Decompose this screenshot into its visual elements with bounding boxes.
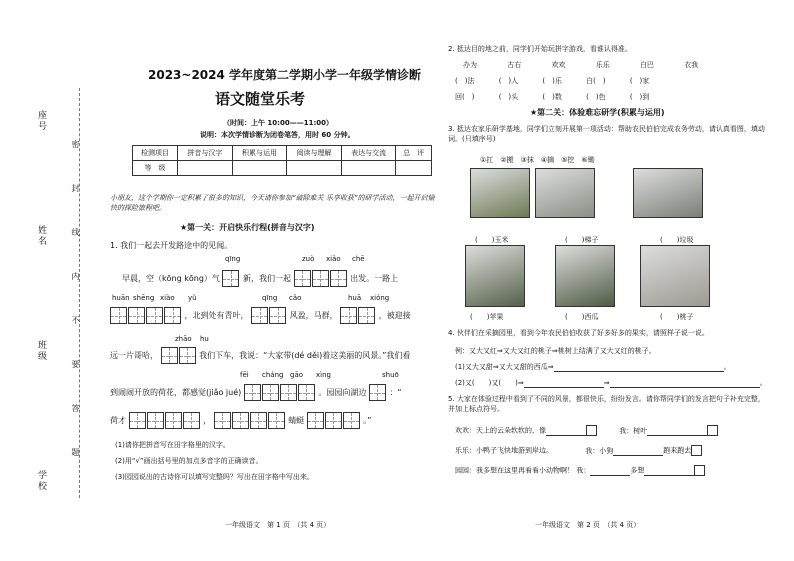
photo-label: ( )桃子 — [660, 313, 694, 321]
section-1-heading: ★第一关：开启快乐行程(拼音与汉字) — [180, 223, 315, 232]
pinyin-label: xióng — [370, 294, 390, 302]
photo-apple — [465, 245, 525, 307]
answer-box[interactable] — [369, 384, 386, 401]
answer-line[interactable] — [590, 467, 630, 476]
passage-line-3: 远一片哥哈， 我们下车，我说：“大家带(dé děi)着这美丽的风景。”我们看 — [110, 347, 410, 364]
pinyin-label: shuō — [382, 371, 399, 379]
answer-box[interactable] — [340, 307, 357, 324]
pinyin-label: qīng — [262, 294, 278, 302]
exam-title: 2023~2024 学年度第二学期小学一年级学情诊断 — [148, 68, 422, 82]
punctuation-box[interactable] — [694, 465, 705, 476]
subquestion-2: (2)用“√”画出括号里的加点多音字的正确读音。 — [115, 457, 263, 465]
answer-box[interactable] — [294, 270, 311, 287]
passage-line-4: 到闹闹开放的荷花，都感觉(jiǎo jué) 。园园向湖边 ：“ — [110, 384, 402, 401]
passage-line-2: ，北到处有青叶， 风盈，马群， ，被迎接 — [110, 307, 411, 324]
pinyin-label: hu — [200, 335, 209, 343]
score-header: 检测项目 — [133, 146, 178, 161]
punctuation-box[interactable] — [691, 445, 702, 456]
answer-box[interactable] — [232, 412, 249, 429]
answer-box[interactable] — [214, 412, 231, 429]
subquestion-1: (1)请你把拼音写在田字格里的汉字。 — [115, 441, 230, 449]
question-5: 5. 大家在体验过程中看到了不同的风景，都很快乐，纷纷发言。请你帮同学们的发言把句子补充完整，并加上标点符号。 — [448, 395, 765, 413]
pinyin-label: chē — [352, 255, 365, 263]
punctuation-box[interactable] — [707, 425, 718, 436]
pinyin-label: zuò — [302, 255, 315, 263]
answer-box[interactable] — [128, 307, 145, 324]
answer-line[interactable] — [524, 379, 604, 388]
pinyin-label: huā — [348, 294, 362, 302]
class-label: 班级 — [36, 340, 46, 362]
answer-box[interactable] — [244, 384, 261, 401]
answer-box[interactable] — [179, 347, 196, 364]
answer-line[interactable] — [644, 467, 694, 476]
score-row-label: 等 级 — [133, 161, 178, 176]
answer-box[interactable] — [161, 347, 178, 364]
answer-box[interactable] — [280, 384, 297, 401]
photo-peach — [640, 245, 710, 307]
answer-box[interactable] — [268, 412, 285, 429]
photo-label: ( )玉米 — [475, 236, 509, 244]
score-cell[interactable] — [287, 161, 342, 176]
answer-box[interactable] — [165, 412, 182, 429]
answer-box[interactable] — [343, 412, 360, 429]
pinyin-label: xìng — [316, 371, 331, 379]
score-header: 表达与交流 — [341, 146, 396, 161]
answer-box[interactable] — [129, 412, 146, 429]
exam-time: （时间：上午 10:00——11:00） — [223, 119, 334, 127]
exam-subtitle: 语文随堂乐考 — [215, 90, 306, 108]
answer-box[interactable] — [146, 307, 163, 324]
exercise-5-1: 欢欢：天上的云朵软软的，像 我：树叶 — [455, 425, 718, 436]
section-2-heading: ★第二关：体验难忘研学(积累与运用) — [530, 108, 665, 117]
answer-box[interactable] — [222, 270, 239, 287]
answer-box[interactable] — [110, 307, 127, 324]
verb-options: ①扛 ②搬 ③抹 ④摘 ⑤挖 ⑥锄 — [480, 156, 595, 164]
answer-box[interactable] — [164, 307, 181, 324]
answer-box[interactable] — [250, 412, 267, 429]
pinyin-label: cháng — [262, 371, 284, 379]
pinyin-label: xiào — [160, 294, 175, 302]
seat-label: 座号 — [36, 110, 46, 132]
answer-box[interactable] — [312, 270, 329, 287]
answer-box[interactable] — [262, 384, 279, 401]
fill-row-2: 回( ) ( )头 ( )数 ( )色 ( )到 — [455, 93, 650, 101]
photo-trash — [633, 168, 703, 218]
answer-box[interactable] — [330, 270, 347, 287]
answer-box[interactable] — [325, 412, 342, 429]
pinyin-label: fēi — [240, 371, 249, 379]
score-header: 总 评 — [396, 146, 432, 161]
question-3: 3. 抵达农家乐研学基地，同学们立刻开展第一项活动：帮助农民伯伯完成农务劳动，请认真看图，填动词。(只填序号) — [448, 125, 765, 143]
page-footer-1: 一年级语文 第 1 页 （共 4 页） — [225, 521, 331, 529]
subquestion-3: (3)园园说出的古诗你可以填写完整吗？写出在田字格中写出来。 — [115, 473, 314, 481]
photo-ladder — [535, 168, 595, 218]
pinyin-label: zhāo — [175, 335, 192, 343]
question-2: 2. 抵达目的地之前，同学们开始玩拼字游戏，看谁认得准。 — [448, 45, 632, 53]
answer-box[interactable] — [307, 412, 324, 429]
exam-description: 说明：本次学情诊断为闭卷笔答，用时 60 分钟。 — [200, 131, 355, 139]
pinyin-label: cǎo — [289, 294, 302, 302]
score-cell[interactable] — [232, 161, 287, 176]
sentence-4-1: (1)又大又甜⇒又大又甜的西瓜⇒ 。 — [455, 363, 731, 371]
answer-line[interactable] — [610, 379, 760, 388]
answer-box[interactable] — [183, 412, 200, 429]
answer-box[interactable] — [147, 412, 164, 429]
passage-line-1: 早晨，空（kōng kōng）气 新，我们一起 出发。一路上 — [122, 270, 398, 287]
score-cell[interactable] — [178, 161, 233, 176]
photo-label: ( )西瓜 — [565, 313, 599, 321]
pinyin-label: gāo — [290, 371, 304, 379]
score-table — [132, 145, 432, 176]
pinyin-label: yǔ — [188, 294, 197, 302]
answer-box[interactable] — [358, 307, 375, 324]
school-label: 学校 — [36, 470, 46, 492]
punctuation-box[interactable] — [586, 425, 597, 436]
question-4: 4. 伙伴们在采摘园里，看到今年农民伯伯收获了好多好多的果实，请照样子说一说。 — [448, 329, 709, 337]
pinyin-label: xiǎo — [326, 255, 341, 263]
answer-line[interactable] — [613, 447, 663, 456]
answer-box[interactable] — [251, 307, 268, 324]
answer-box[interactable] — [298, 384, 315, 401]
word-bank: 办为 古右 欢欢 乐乐 白巴 衣我 — [463, 61, 699, 69]
photo-corn — [470, 168, 530, 218]
pinyin-label: qīng — [225, 255, 241, 263]
name-label: 姓名 — [36, 225, 46, 247]
passage-line-5: 荷才 ， 蜻蜓 。” — [110, 412, 371, 429]
score-cell[interactable] — [396, 161, 432, 176]
exercise-5-3: 园园：我多想在这里再看看小动物啊！ 我： 多想 — [455, 465, 705, 476]
question-1: 1. 我们一起去开发路途中的见闻。 — [110, 241, 233, 250]
seal-notice: 密 封 线 内 不 要 答 题 — [71, 140, 80, 470]
answer-line[interactable] — [546, 427, 586, 436]
score-header: 阅读与理解 — [287, 146, 342, 161]
exercise-5-2: 乐乐：小鸭子飞快地游到岸边。 我：小狗 跑来跑去 — [455, 445, 702, 456]
page-footer-2: 一年级语文 第 2 页 （共 4 页） — [535, 521, 641, 529]
photo-label: ( )苹果 — [470, 313, 504, 321]
sentence-4-2: (2)又( )又( )⇒ ⇒ 。 — [455, 379, 767, 387]
pinyin-label: shēng — [133, 294, 155, 302]
intro-text: 小朋友，这个学期你一定积累了很多的知识，今天请你参加“破除难关 乐享收获”的研学活动，一起开启愉快的探险旅程吧。 — [110, 194, 435, 212]
photo-label: ( )梯子 — [565, 236, 599, 244]
score-cell[interactable] — [341, 161, 396, 176]
photo-label: ( )垃圾 — [660, 236, 694, 244]
answer-line[interactable] — [647, 427, 707, 436]
example: 例：又大又红⇒又大又红的桃子⇒桃树上结满了又大又红的桃子。 — [455, 347, 656, 355]
score-header: 拼音与汉字 — [178, 146, 233, 161]
answer-line[interactable] — [554, 363, 724, 372]
answer-box[interactable] — [269, 307, 286, 324]
pinyin-label: huān — [112, 294, 130, 302]
score-header: 积累与运用 — [232, 146, 287, 161]
photo-watermelon — [555, 245, 615, 307]
fill-row-1: ( )法 ( )人 ( )乐 白( ) ( )家 — [455, 77, 650, 85]
